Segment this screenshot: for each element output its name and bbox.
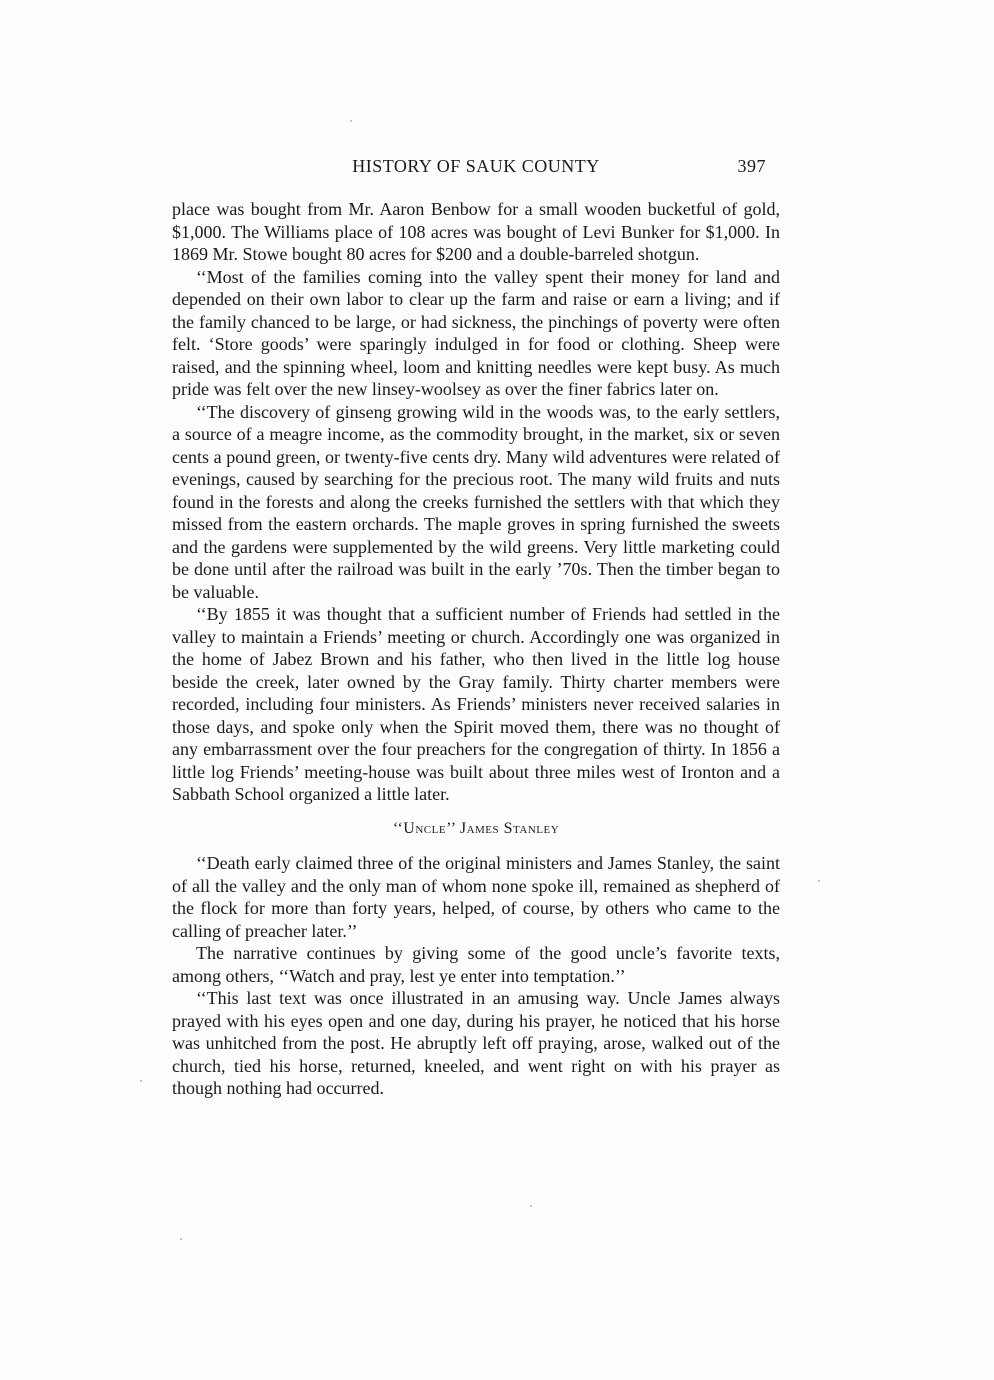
print-speck xyxy=(140,1080,142,1082)
running-head-title: HISTORY OF SAUK COUNTY xyxy=(352,156,600,176)
page-number: 397 xyxy=(737,156,766,176)
paragraph: ‘‘Death early claimed three of the original ministers and James Stanley, the saint of all the valley and the only man of whom none spoke ill, remained as shepherd of the flock for more than forty years, helped, of course, by others who came to the calling of preacher later.’’ xyxy=(172,853,780,941)
print-speck xyxy=(530,1205,532,1207)
paragraph: place was bought from Mr. Aaron Benbow for a small wooden bucketful of gold, $1,000. The Williams place of 108 acres was bought of Levi Bunker for $1,000. In 1869 Mr. Stowe bought 80 acres for $200 and a double-barreled shotgun. xyxy=(172,199,780,264)
body-text xyxy=(172,198,780,1100)
section-heading: ‘‘Uncle’’ James Stanley xyxy=(392,819,560,837)
paragraph: ‘‘The discovery of ginseng growing wild in the woods was, to the early settlers, a source of a meagre income, as the commodity brought, in the market, six or seven cents a pound green, or twenty-five cents dry. Many wild adventures were related of evenings, caused by searching for the precious root. The many wild fruits and nuts found in the forests and along the creeks furnished the settlers with that which they missed from the eastern orchards. The maple groves in spring furnished the sweets and the gardens were supplemented by the wild greens. Very little marketing could be done until after the railroad was built in the early ’70s. Then the timber began to be valuable. xyxy=(172,401,780,602)
paragraph: ‘‘By 1855 it was thought that a sufficient number of Friends had settled in the valley to maintain a Friends’ meeting or church. Accordingly one was organized in the home of Jabez Brown and his father, who then lived in the little log house beside the creek, later owned by the Gray family. Thirty charter members were recorded, including four ministers. As Friends’ ministers never received salaries in those days, and spoke only when the Spirit moved them, there was no thought of any embarrassment over the four preachers for the congregation of thirty. In 1856 a little log Friends’ meeting-house was built about three miles west of Ironton and a Sabbath School organized a little later. xyxy=(172,604,780,804)
print-speck xyxy=(350,120,352,122)
paragraph: The narrative continues by giving some of the good uncle’s favorite texts, among others, ‘‘Watch and pray, lest ye enter into temptation.’’ xyxy=(172,943,780,986)
running-head xyxy=(172,156,780,180)
paragraph: ‘‘Most of the families coming into the valley spent their money for land and depended on their own labor to clear up the farm and raise or earn a living; and if the family chanced to be large, or had sickness, the pinchings of poverty were often felt. ‘Store goods’ were sparingly indulged in for food or clothing. Sheep were raised, and the spinning wheel, loom and knitting needles were kept busy. As much pride was felt over the new linsey-woolsey as over the finer fabrics later on. xyxy=(172,266,780,399)
print-speck xyxy=(180,1238,182,1240)
paragraph: ‘‘This last text was once illustrated in an amusing way. Uncle James always prayed with his eyes open and one day, during his prayer, he noticed that his horse was unhitched from the post. He abruptly left off praying, arose, walked out of the church, tied his horse, returned, kneeled, and went right on with his prayer as though nothing had occurred. xyxy=(172,988,780,1098)
print-speck xyxy=(818,880,820,882)
